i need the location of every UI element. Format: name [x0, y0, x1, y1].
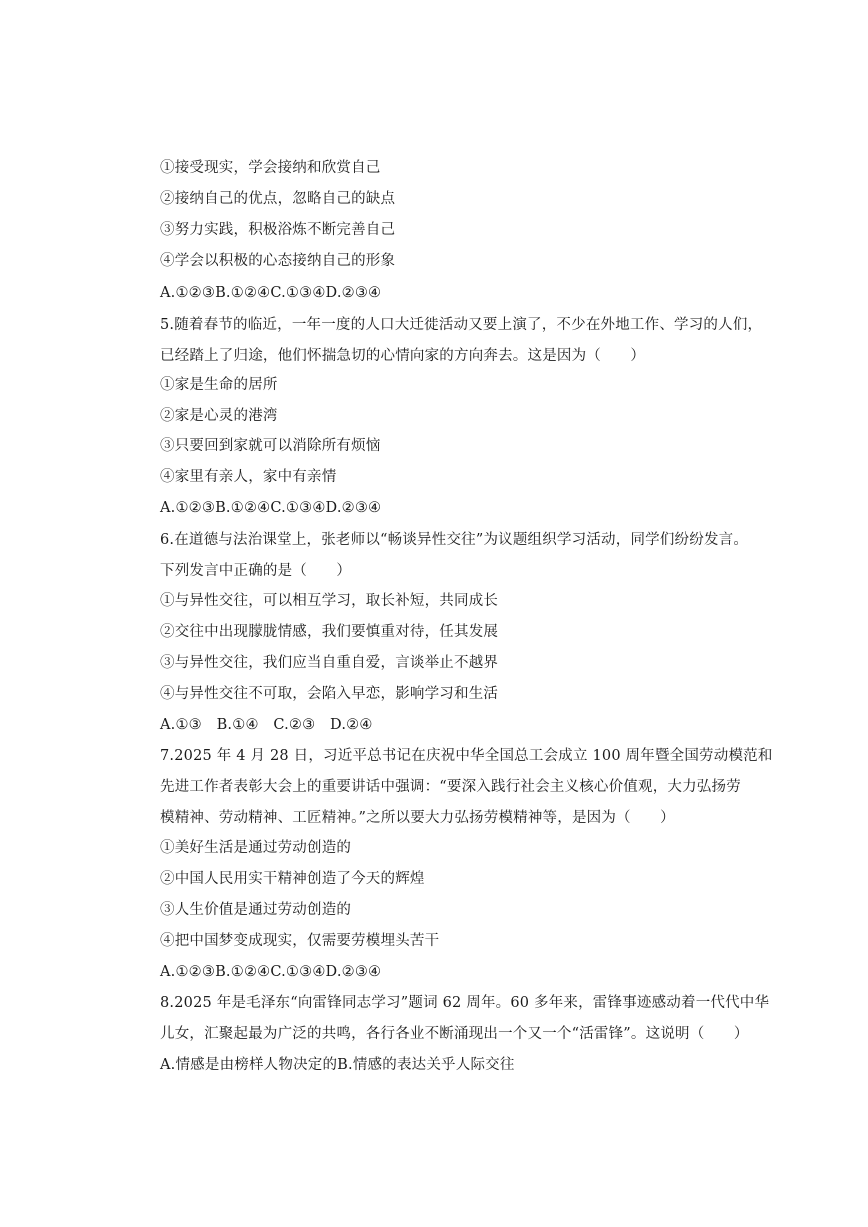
question-5-text: 5.随着春节的临近，一年一度的人口大迁徙活动又要上演了，不少在外地工作、学习的人们，: [160, 317, 763, 333]
option-line: ②接纳自己的优点，忽略自己的缺点: [160, 191, 396, 207]
answer-choices: A.①②③B.①②④C.①③④D.②③④: [160, 964, 382, 980]
option-line: ②家是心灵的港湾: [160, 408, 278, 424]
option-line: ①与异性交往，可以相互学习，取长补短，共同成长: [160, 593, 499, 609]
question-7-text: 7.2025 年 4 月 28 日，习近平总书记在庆祝中华全国总工会成立 100 周年暨全国劳动模范和: [160, 748, 773, 764]
option-line: ①家是生命的居所: [160, 377, 278, 393]
question-8-text: 儿女，汇聚起最为广泛的共鸣，各行各业不断涌现出一个又一个“活雷锋”。这说明（ ）: [160, 1026, 749, 1042]
question-6-text: 6.在道德与法治课堂上，张老师以“畅谈异性交往”为议题组织学习活动，同学们纷纷发言。: [160, 532, 749, 548]
option-line: ①接受现实，学会接纳和欣赏自己: [160, 160, 381, 176]
question-8-text: 8.2025 年是毛泽东“向雷锋同志学习”题词 62 周年。60 多年来，雷锋事迹感动着一代代中华: [160, 995, 770, 1011]
option-line: ④家里有亲人，家中有亲情: [160, 469, 337, 485]
option-line: ③与异性交往，我们应当自重自爱，言谈举止不越界: [160, 655, 499, 671]
question-7-text: 先进工作者表彰大会上的重要讲话中强调：“要深入践行社会主义核心价值观，大力弘扬劳: [160, 779, 741, 795]
option-line: ④把中国梦变成现实，仅需要劳模埋头苦干: [160, 933, 440, 949]
option-line: ④与异性交往不可取，会陷入早恋，影响学习和生活: [160, 686, 499, 702]
question-6-text: 下列发言中正确的是（ ）: [160, 563, 352, 579]
option-line: ②交往中出现朦胧情感，我们要慎重对待，任其发展: [160, 624, 499, 640]
option-line: ③只要回到家就可以消除所有烦恼: [160, 438, 381, 454]
question-5-text: 已经踏上了归途，他们怀揣急切的心情向家的方向奔去。这是因为（ ）: [160, 348, 646, 364]
option-line: ②中国人民用实干精神创造了今天的辉煌: [160, 871, 425, 887]
option-line: ④学会以积极的心态接纳自己的形象: [160, 253, 396, 269]
answer-choices: A.①②③B.①②④C.①③④D.②③④: [160, 285, 382, 301]
option-line: ①美好生活是通过劳动创造的: [160, 840, 352, 856]
answer-choices: A.情感是由榜样人物决定的B.情感的表达关乎人际交往: [160, 1057, 515, 1073]
option-line: ③努力实践，积极浴炼不断完善自己: [160, 222, 396, 238]
question-7-text: 模精神、劳动精神、工匠精神。”之所以要大力弘扬劳模精神等，是因为（ ）: [160, 810, 675, 826]
answer-choices: A.①③ B.①④ C.②③ D.②④: [160, 717, 373, 733]
option-line: ③人生价值是通过劳动创造的: [160, 902, 352, 918]
answer-choices: A.①②③B.①②④C.①③④D.②③④: [160, 500, 382, 516]
